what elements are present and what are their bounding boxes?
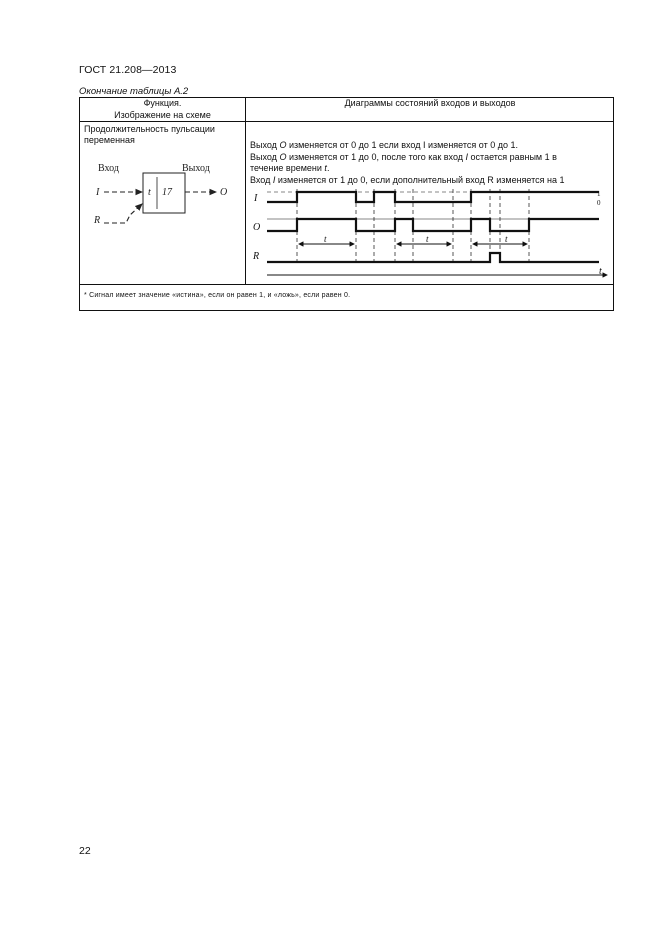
header-row-divider	[79, 121, 614, 122]
reset-arrow	[104, 204, 142, 223]
diagram-description	[250, 140, 610, 186]
schematic-input-i: I	[96, 187, 100, 198]
signal-label-o: O	[253, 222, 261, 233]
col1-header-line2: Изображение на схеме	[114, 109, 211, 120]
function-block-schematic	[90, 155, 240, 235]
description-line-2: Выход O изменяется от 1 до 0, после того как вход I остается равным 1 в	[250, 151, 557, 162]
function-name	[84, 124, 244, 146]
col2-header: Диаграммы состояний входов и выходов	[344, 98, 516, 108]
level-low-label: 0	[597, 199, 601, 207]
schematic-input-label: Вход	[98, 163, 119, 174]
schematic-output-o: O	[220, 187, 228, 198]
waveform-i	[267, 192, 599, 202]
function-name-line1: Продолжительность пульсации	[84, 124, 215, 134]
page-number: 22	[79, 845, 91, 857]
document-code: ГОСТ 21.208—2013	[79, 64, 177, 76]
signal-label-r: R	[253, 251, 260, 262]
signal-label-i: I	[254, 193, 258, 204]
level-high-label: 1	[597, 190, 601, 198]
duration-label-1: t	[324, 234, 327, 244]
description-line-4: Вход I изменяется от 1 до 0, если дополнительный вход R изменяется на 1	[250, 174, 565, 185]
schematic-output-label: Выход	[182, 163, 210, 174]
block-time-label: t	[148, 187, 151, 198]
waveform-r	[267, 253, 599, 262]
col1-header-line1: Функция.	[143, 98, 182, 108]
time-axis-label: t	[599, 266, 602, 277]
table-footnote: * Сигнал имеет значение «истина», если он равен 1, и «ложь», если равен 0.	[84, 292, 351, 299]
duration-label-3: t	[505, 234, 508, 244]
function-name-line2: переменная	[84, 135, 135, 145]
duration-label-2: t	[426, 234, 429, 244]
description-line-3: течение времени t.	[250, 163, 330, 173]
block-code-label: 17	[162, 187, 172, 198]
col1-header	[80, 98, 245, 121]
waveform-o	[267, 219, 599, 231]
footnote-row-divider	[79, 284, 614, 285]
description-line-1: Выход O изменяется от 0 до 1 если вход I изменяется от 0 до 1.	[250, 140, 518, 150]
table-caption: Окончание таблицы А.2	[79, 86, 189, 97]
schematic-reset-r: R	[94, 215, 101, 226]
timing-diagram	[247, 186, 613, 282]
